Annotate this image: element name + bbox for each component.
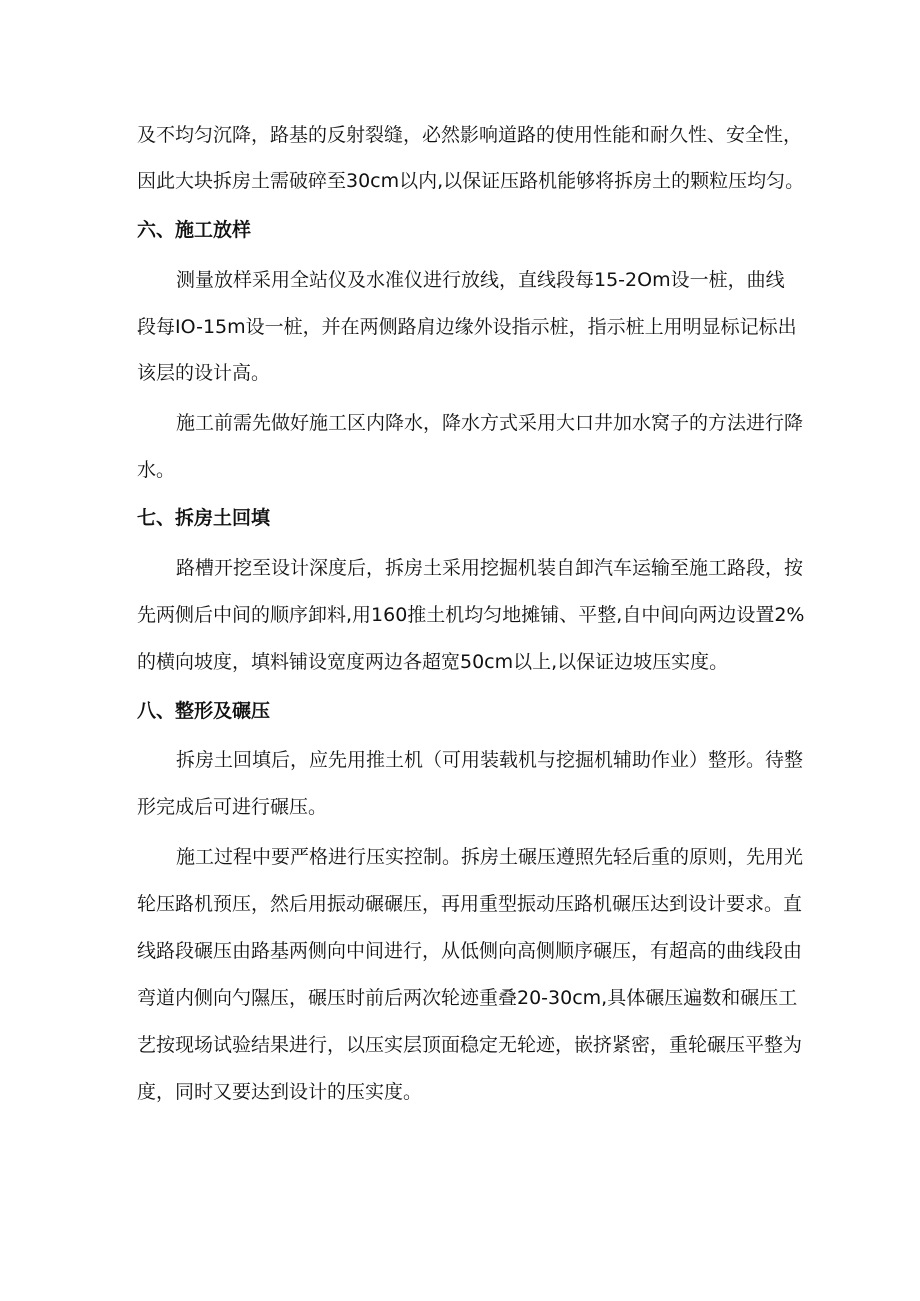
paragraph-line: 因此大块拆房土需破碎至30cm以内,以保证压路机能够将拆房土的颗粒压均匀。 xyxy=(137,170,805,192)
paragraph-line: 段每IO-15m设一桩，并在两侧路肩边缘外设指示桩，指示桩上用明显标记标出 xyxy=(137,316,797,338)
paragraph-line: 施工前需先做好施工区内降水，降水方式采用大口井加水窝子的方法进行降 xyxy=(176,412,804,434)
paragraph-line: 形完成后可进行碾压。 xyxy=(137,796,328,818)
paragraph-line: 度，同时又要达到设计的压实度。 xyxy=(137,1081,423,1103)
paragraph-line: 的横向坡度，填料铺设宽度两边各超宽50cm以上,以保证边坡压实度。 xyxy=(137,651,729,673)
paragraph-line: 路槽开挖至设计深度后，拆房土采用挖掘机装自卸汽车运输至施工路段，按 xyxy=(176,557,804,579)
paragraph-line: 施工过程中要严格进行压实控制。拆房土碾压遵照先轻后重的原则，先用光 xyxy=(176,846,804,868)
paragraph-line: 水。 xyxy=(137,459,176,481)
paragraph-line: 及不均匀沉降，路基的反射裂缝，必然影响道路的使用性能和耐久性、安全性， xyxy=(137,124,803,146)
paragraph-line: 拆房土回填后，应先用推土机（可用装载机与挖掘机辅助作业）整形。待整 xyxy=(176,749,804,771)
paragraph-line: 弯道内侧向勺隰压，碾压时前后两次轮迹重叠20-30cm,具体碾压遍数和碾压工 xyxy=(137,987,798,1009)
paragraph-line: 测量放样采用全站仪及水准仪进行放线，直线段每15-2Om设一桩，曲线 xyxy=(176,269,785,291)
section-heading-8: 八、整形及碾压 xyxy=(137,700,271,722)
paragraph-line: 艺按现场试验结果进行，以压实层顶面稳定无轮迹，嵌挤紧密，重轮碾压平整为 xyxy=(137,1034,803,1056)
paragraph-line: 线路段碾压由路基两侧向中间进行，从低侧向高侧顺序碾压，有超高的曲线段由 xyxy=(137,940,803,962)
paragraph-line: 轮压路机预压，然后用振动碾碾压，再用重型振动压路机碾压达到设计要求。直 xyxy=(137,893,803,915)
section-heading-6: 六、施工放样 xyxy=(137,219,252,241)
section-heading-7: 七、拆房土回填 xyxy=(137,507,271,529)
paragraph-line: 该层的设计高。 xyxy=(137,362,271,384)
paragraph-line: 先两侧后中间的顺序卸料,用160推土机均匀地摊铺、平整,自中间向两边设置2% xyxy=(137,604,805,626)
